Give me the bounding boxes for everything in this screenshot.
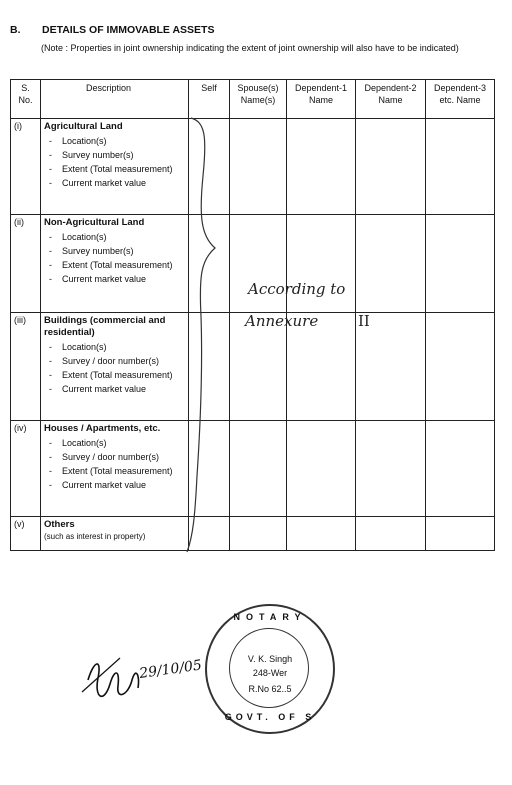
stamp-top-text: NOTARY [233, 612, 307, 622]
list-item: - Survey number(s) [44, 245, 185, 257]
cell-dep3 [426, 421, 495, 517]
header-dependent-2: Dependent-2 Name [356, 80, 426, 119]
stamp-name: V. K. Singh [247, 654, 293, 664]
cell-dep3 [426, 313, 495, 421]
stamp-address: 248-Wer [252, 668, 288, 678]
signature-date: 29/10/05 [138, 657, 203, 682]
list-item: - Survey / door number(s) [44, 355, 185, 367]
section-letter: B. [10, 24, 21, 36]
row-subtext: (such as interest in property) [44, 532, 146, 541]
handwritten-brace [185, 116, 221, 556]
stamp-reg-no: R.No 62..5 [248, 684, 292, 694]
section-note: (Note : Properties in joint ownership indicating the extent of joint ownership will also have to be indicated) [41, 43, 459, 53]
cell-dep1 [287, 517, 356, 551]
header-description: Description [41, 80, 189, 119]
list-item: - Survey number(s) [44, 149, 185, 161]
notary-stamp [205, 604, 335, 734]
stamp-bottom-text: GOVT. OF S [224, 712, 316, 722]
header-self: Self [189, 80, 230, 119]
cell-dep2 [356, 517, 426, 551]
header-spouse: Spouse(s) Name(s) [230, 80, 287, 119]
row-description [41, 313, 189, 421]
cell-dep1 [287, 119, 356, 215]
list-item: - Current market value [44, 273, 185, 285]
list-item: - Survey / door number(s) [44, 451, 185, 463]
row-description [41, 119, 189, 215]
list-item: - Extent (Total measurement) [44, 465, 185, 477]
list-item: - Location(s) [44, 437, 185, 449]
cell-spouse [230, 421, 287, 517]
cell-dep3 [426, 119, 495, 215]
row-description [41, 421, 189, 517]
handwritten-roman-two: II [358, 312, 370, 330]
table-header-row [11, 80, 495, 119]
list-item: - Current market value [44, 177, 185, 189]
cell-spouse [230, 517, 287, 551]
list-item: - Location(s) [44, 341, 185, 353]
header-dependent-1: Dependent-1 Name [287, 80, 356, 119]
table-row [11, 119, 495, 215]
cell-dep3 [426, 215, 495, 313]
row-sno: (iv) [11, 421, 41, 517]
cell-spouse [230, 119, 287, 215]
list-item: - Location(s) [44, 135, 185, 147]
row-category: Buildings (commercial and residential) [44, 315, 166, 338]
row-sno: (i) [11, 119, 41, 215]
cell-dep2 [356, 119, 426, 215]
handwritten-annexure: Annexure [245, 312, 319, 330]
cell-dep3 [426, 517, 495, 551]
list-item: - Extent (Total measurement) [44, 259, 185, 271]
list-item: - Current market value [44, 479, 185, 491]
row-sno: (ii) [11, 215, 41, 313]
handwritten-signature [80, 640, 210, 710]
list-item: - Location(s) [44, 231, 185, 243]
cell-dep1 [287, 421, 356, 517]
table-row [11, 517, 495, 551]
header-sno: S. No. [11, 80, 41, 119]
list-item: - Extent (Total measurement) [44, 369, 185, 381]
header-dependent-3: Dependent-3 etc. Name [426, 80, 495, 119]
row-description [41, 517, 189, 551]
section-title: DETAILS OF IMMOVABLE ASSETS [42, 24, 215, 36]
row-category: Agricultural Land [44, 121, 123, 132]
row-description [41, 215, 189, 313]
cell-dep2 [356, 421, 426, 517]
row-category: Others [44, 519, 75, 530]
list-item: - Extent (Total measurement) [44, 163, 185, 175]
list-item: - Current market value [44, 383, 185, 395]
row-sno: (v) [11, 517, 41, 551]
cell-dep2 [356, 215, 426, 313]
row-category: Non-Agricultural Land [44, 217, 145, 228]
row-category: Houses / Apartments, etc. [44, 423, 161, 434]
row-sno: (iii) [11, 313, 41, 421]
table-row [11, 421, 495, 517]
handwritten-according-to: According to [248, 280, 346, 298]
